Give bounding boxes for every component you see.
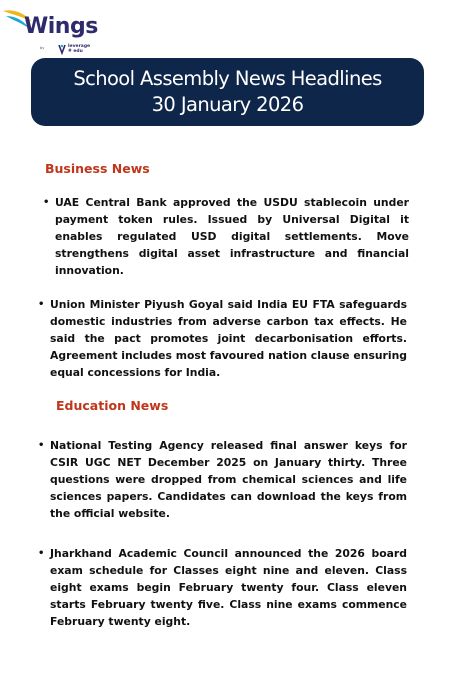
news-item [38, 437, 407, 522]
headline-banner [31, 58, 424, 126]
leverage-line: leverage [68, 44, 91, 49]
banner-title: School Assembly News Headlines [73, 67, 382, 90]
news-text: UAE Central Bank approved the USDU stablecoin under payment token rules. Issued by Universal Digital it enables regulated USD digital settlements. Move strengthens digital asset infrastructure and financial innovation. [55, 196, 409, 277]
section-title-business: Business News [45, 161, 150, 176]
news-text: Union Minister Piyush Goyal said India EU FTA safeguards domestic industries from adverse carbon tax effects. He said the pact promotes joint decarbonisation efforts. Agreement includes most favoured nation clause ensuring equal concessions for India. [50, 298, 407, 379]
banner-date: 30 January 2026 [151, 93, 304, 116]
news-item [38, 296, 407, 381]
news-item [38, 545, 407, 630]
bullet-icon: • [38, 299, 45, 310]
leverage-edu-logo [57, 43, 67, 55]
section-title-education: Education News [56, 398, 169, 413]
bullet-icon: • [38, 440, 45, 451]
bullet-icon: • [38, 548, 45, 559]
by-label: by [40, 46, 45, 50]
news-text: National Testing Agency released final answer keys for CSIR UGC NET December 2025 on January thirty. Three questions were dropped from chemical sciences and life sciences papers. Candidates can download the keys from the official website. [50, 439, 407, 520]
news-text: Jharkhand Academic Council announced the 2026 board exam schedule for Classes eight nine and eleven. Class eight exams begin February twenty four. Class eleven starts February twenty five. Class nine exams commence February twenty eight. [50, 547, 407, 628]
leverage-edu-wordmark [68, 44, 98, 54]
brand-name: Wings [24, 14, 98, 39]
edu-line: # edu [68, 49, 83, 54]
news-item [43, 194, 409, 279]
wings-logo [2, 6, 112, 62]
bullet-icon: • [43, 197, 50, 208]
